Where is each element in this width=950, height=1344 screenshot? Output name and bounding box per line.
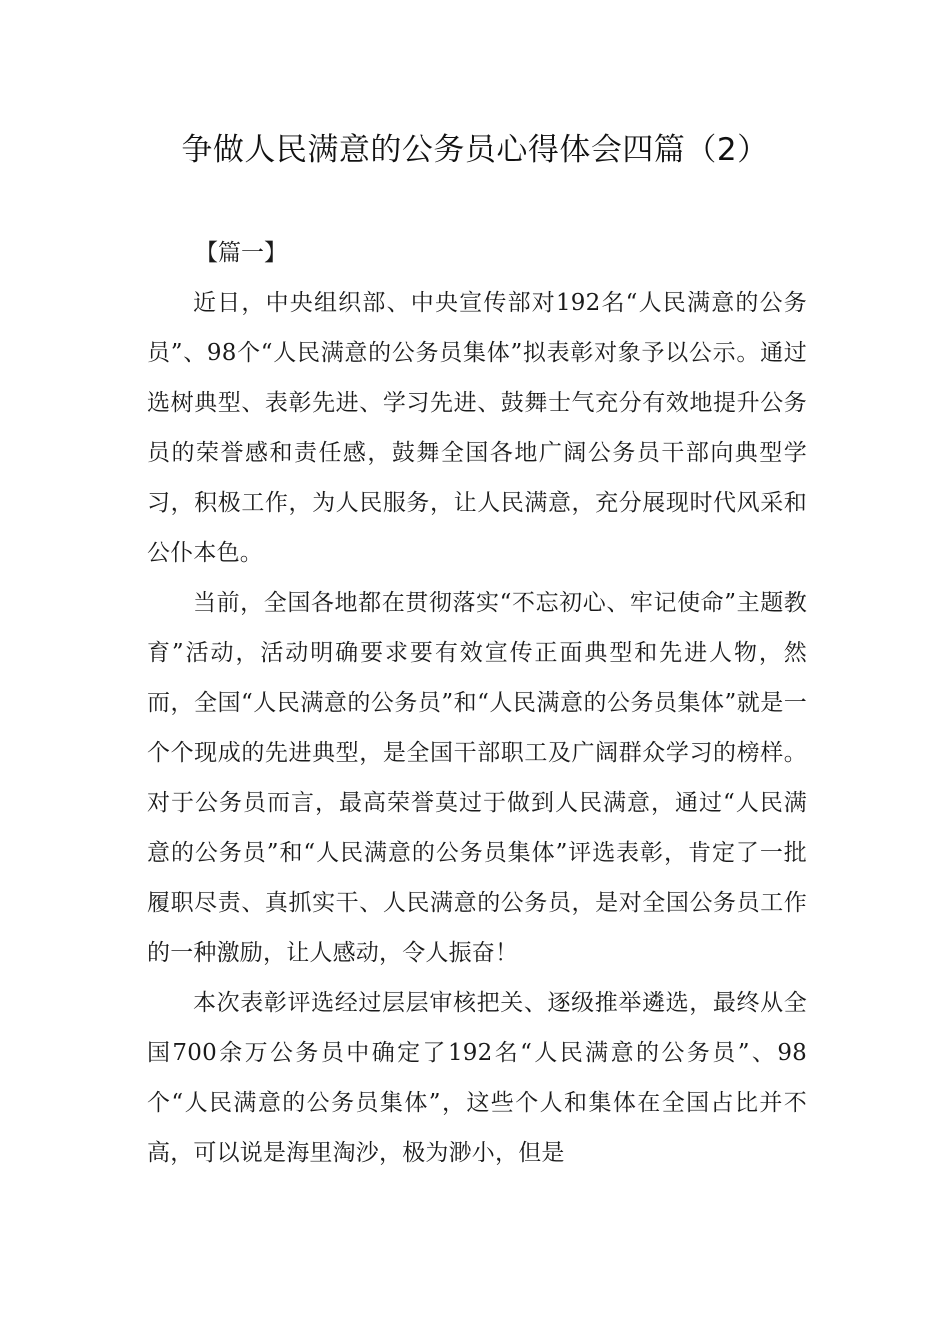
paragraph-1: 近日，中央组织部、中央宣传部对192名“人民满意的公务员”、98个“人民满意的公务员集体”拟表彰对象予以公示。通过选树典型、表彰先进、学习先进、鼓舞士气充分有效地提升公务员的荣誉感和责任感，鼓舞全国各地广阔公务员干部向典型学习，积极工作，为人民服务，让人民满意，充分展现时代风采和公仆本色。 [147, 290, 807, 566]
document-title: 争做人民满意的公务员心得体会四篇（2） [181, 132, 769, 168]
section-heading: 【篇一】 [195, 240, 287, 266]
paragraph-2: 当前，全国各地都在贯彻落实“不忘初心、牢记使命”主题教育”活动，活动明确要求要有效宣传正面典型和先进人物，然而，全国“人民满意的公务员”和“人民满意的公务员集体”就是一个个现成的先进典型，是全国干部职工及广阔群众学习的榜样。对于公务员而言，最高荣誉莫过于做到人民满意，通过“人民满意的公务员”和“人民满意的公务员集体”评选表彰，肯定了一批履职尽责、真抓实干、人民满意的公务员，是对全国公务员工作的一种激励，让人感动，令人振奋！ [147, 590, 807, 966]
document-body [147, 228, 807, 1178]
paragraph-3: 本次表彰评选经过层层审核把关、逐级推举遴选，最终从全国700余万公务员中确定了192名“人民满意的公务员”、98个“人民满意的公务员集体”，这些个人和集体在全国占比并不高，可以说是海里淘沙，极为渺小，但是 [147, 990, 807, 1166]
